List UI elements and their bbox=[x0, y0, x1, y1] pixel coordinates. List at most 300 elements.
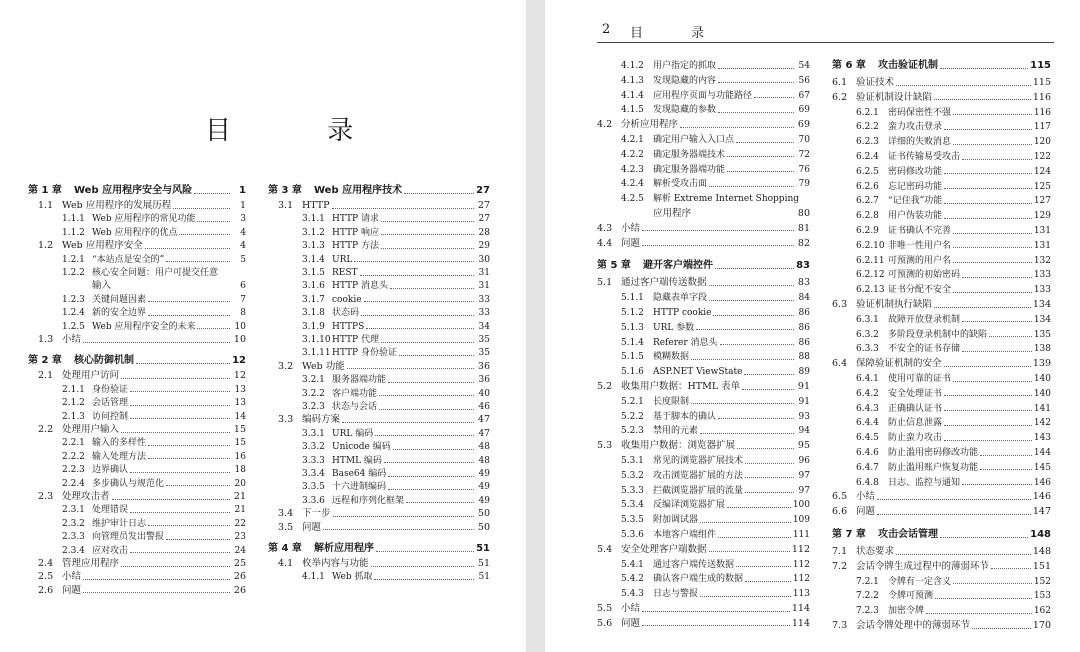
toc-number: 第 5 章 bbox=[597, 260, 631, 272]
toc-entry bbox=[268, 455, 490, 467]
toc-number: 6.4.7 bbox=[856, 462, 879, 473]
toc-page-number: 115 bbox=[1032, 77, 1051, 88]
dot-leader bbox=[718, 111, 794, 113]
toc-number: 5.1.2 bbox=[621, 308, 644, 318]
toc-entry bbox=[832, 576, 1051, 588]
toc-page-number: 84 bbox=[798, 293, 810, 304]
toc-entry bbox=[28, 464, 246, 476]
toc-entry bbox=[597, 134, 810, 146]
toc-page-number: 113 bbox=[792, 589, 810, 600]
toc-title: HTTP 消息头 bbox=[332, 281, 388, 292]
toc-title: 确定用户输入入口点 bbox=[653, 135, 735, 145]
toc-entry bbox=[597, 588, 810, 600]
toc-entry bbox=[597, 573, 810, 585]
toc-number: 4.2.1 bbox=[621, 135, 644, 145]
dot-leader bbox=[962, 320, 1032, 322]
toc-entry bbox=[832, 620, 1051, 632]
toc-page-number: 129 bbox=[1033, 211, 1051, 222]
toc-number: 5.3.5 bbox=[621, 515, 644, 526]
toc-title: 攻击验证机制 bbox=[878, 60, 938, 71]
dot-leader bbox=[944, 202, 1032, 204]
toc-entry bbox=[28, 397, 246, 409]
toc-title: 确认客户端生成的数据 bbox=[653, 574, 744, 585]
dot-leader bbox=[737, 447, 794, 449]
dot-leader bbox=[877, 513, 1031, 515]
toc-entry bbox=[597, 307, 810, 319]
toc-entry bbox=[268, 388, 490, 400]
toc-page-number: 36 bbox=[477, 360, 490, 372]
toc-entry bbox=[597, 529, 810, 541]
toc-number: 6.3 bbox=[832, 299, 848, 310]
dot-leader bbox=[366, 327, 474, 329]
toc-number: 6.4.6 bbox=[856, 448, 879, 458]
toc-page-number: 148 bbox=[1032, 546, 1051, 557]
toc-title: 通过客户端传送数据 bbox=[621, 277, 707, 289]
toc-entry bbox=[597, 208, 810, 220]
toc-entry bbox=[28, 545, 246, 557]
toc-page-number: 49 bbox=[478, 482, 490, 493]
toc-chapter-entry bbox=[832, 529, 1051, 541]
dot-leader bbox=[745, 476, 794, 478]
toc-number: 6.4.3 bbox=[856, 403, 879, 414]
toc-title: 令牌可预测 bbox=[888, 591, 934, 602]
toc-title: Base64 编码 bbox=[332, 469, 387, 479]
toc-page-number: 14 bbox=[234, 411, 246, 422]
toc-page-number: 50 bbox=[477, 508, 490, 520]
toc-title: 向管理员发出警报 bbox=[92, 532, 165, 543]
toc-page-number: 6 bbox=[239, 280, 246, 292]
dot-leader bbox=[727, 155, 794, 157]
dot-leader bbox=[332, 207, 474, 209]
toc-page-number: 18 bbox=[234, 465, 246, 476]
toc-entry bbox=[268, 495, 490, 507]
toc-title: 非唯一性用户名 bbox=[888, 240, 952, 251]
toc-title: 新的安全边界 bbox=[92, 308, 147, 319]
toc-title: Web 应用程序安全与风险 bbox=[74, 185, 193, 196]
dot-leader bbox=[696, 328, 794, 330]
toc-entry bbox=[597, 193, 810, 205]
dot-leader bbox=[953, 246, 1032, 248]
toc-number: 3.1.6 bbox=[302, 281, 325, 292]
left-page bbox=[0, 0, 526, 652]
dot-leader bbox=[393, 448, 474, 450]
toc-chapter-entry bbox=[268, 543, 490, 555]
toc-number: 3.2.2 bbox=[302, 388, 325, 399]
dot-leader bbox=[953, 143, 1032, 145]
toc-entry bbox=[28, 200, 246, 212]
toc-page-number: 91 bbox=[797, 381, 810, 392]
toc-title: 核心安全问题：用户可提交任意 bbox=[92, 268, 219, 278]
toc-title: 十六进制编码 bbox=[332, 482, 387, 493]
toc-number: 6.3.2 bbox=[856, 329, 879, 340]
dot-leader bbox=[944, 365, 1031, 367]
toc-title: 会话令牌生成过程中的薄弱环节 bbox=[856, 560, 990, 572]
toc-title: 忘记密码功能 bbox=[888, 181, 943, 192]
toc-entry bbox=[268, 401, 490, 413]
toc-entry bbox=[597, 514, 810, 526]
toc-page-number: 67 bbox=[798, 90, 810, 101]
toc-number: 3.3.4 bbox=[302, 469, 325, 479]
toc-title: 使用可靠的证书 bbox=[888, 374, 952, 384]
toc-page-number: 15 bbox=[234, 438, 246, 449]
toc-title: 处理用户访问 bbox=[62, 370, 120, 382]
toc-page-number: 47 bbox=[478, 428, 490, 439]
toc-number: 3.1.9 bbox=[302, 321, 325, 332]
toc-page-number: 50 bbox=[477, 521, 490, 533]
toc-page-number: 20 bbox=[234, 478, 246, 489]
toc-entry bbox=[268, 558, 490, 570]
dot-leader bbox=[693, 215, 794, 216]
toc-entry bbox=[832, 491, 1051, 503]
toc-number: 6.4.2 bbox=[856, 388, 879, 399]
toc-page-number: 26 bbox=[233, 584, 246, 596]
toc-entry bbox=[597, 149, 810, 161]
toc-title: 处理用户输入 bbox=[62, 424, 120, 435]
toc-entry bbox=[268, 347, 490, 359]
toc-page-number: 49 bbox=[478, 469, 490, 479]
toc-page-number: 22 bbox=[234, 518, 246, 529]
toc-page-number: 134 bbox=[1032, 299, 1051, 310]
toc-page-number: 147 bbox=[1032, 506, 1051, 518]
toc-title: 多步确认与规范化 bbox=[92, 478, 165, 489]
toc-entry bbox=[28, 504, 246, 516]
toc-number: 6.2.5 bbox=[856, 166, 879, 177]
toc-number: 4.2.4 bbox=[621, 179, 644, 190]
dot-leader bbox=[980, 468, 1032, 470]
dot-leader bbox=[347, 367, 474, 369]
toc-number: 3.1.4 bbox=[302, 254, 325, 265]
toc-title: 证书确认不完善 bbox=[888, 226, 952, 236]
toc-entry bbox=[268, 321, 490, 333]
toc-page-number: 97 bbox=[798, 470, 810, 481]
dot-leader bbox=[944, 128, 1032, 130]
toc-title: 应对攻击 bbox=[92, 545, 129, 556]
dot-leader bbox=[194, 192, 230, 194]
dot-leader bbox=[989, 335, 1032, 337]
toc-number: 3.1.3 bbox=[302, 241, 325, 252]
toc-number: 5.3 bbox=[597, 440, 613, 452]
toc-entry bbox=[28, 254, 246, 266]
dot-leader bbox=[940, 67, 1028, 69]
toc-title: “记住我”功能 bbox=[888, 196, 943, 207]
toc-page-number: 139 bbox=[1032, 358, 1051, 370]
toc-number: 2.1 bbox=[38, 370, 54, 382]
toc-number: 2.2.4 bbox=[62, 478, 85, 489]
toc-number: 4.2.2 bbox=[621, 149, 644, 160]
toc-title: 防止滥用密码修改功能 bbox=[888, 448, 979, 458]
toc-number: 2.1.2 bbox=[62, 398, 85, 409]
toc-page-number: 112 bbox=[791, 543, 810, 555]
toc-number: 4.1.1 bbox=[302, 572, 325, 583]
toc-number: 4.4 bbox=[597, 237, 613, 249]
toc-entry bbox=[268, 361, 490, 373]
toc-page-number: 23 bbox=[234, 532, 246, 543]
toc-number: 4.1.2 bbox=[621, 61, 644, 71]
toc-title: URL 参数 bbox=[653, 322, 695, 333]
toc-title: 验证机制设计缺陷 bbox=[856, 91, 933, 103]
toc-entry bbox=[28, 267, 246, 279]
toc-title: 小结 bbox=[621, 222, 641, 234]
toc-entry bbox=[268, 280, 490, 292]
toc-page-number: 131 bbox=[1033, 226, 1051, 236]
toc-page-number: 29 bbox=[478, 241, 490, 252]
toc-title: cookie bbox=[332, 294, 362, 305]
toc-entry bbox=[832, 403, 1051, 415]
dot-leader bbox=[691, 402, 794, 404]
toc-page-number: 26 bbox=[233, 571, 246, 583]
toc-entry bbox=[28, 294, 246, 306]
toc-number: 2.3.2 bbox=[62, 518, 85, 529]
toc-page-number: 134 bbox=[1033, 314, 1051, 325]
toc-title: HTTP 方法 bbox=[332, 241, 379, 252]
toc-number: 3.2 bbox=[278, 360, 294, 372]
toc-page-number: 135 bbox=[1033, 329, 1051, 340]
dot-leader bbox=[972, 627, 1031, 629]
dot-leader bbox=[709, 284, 794, 286]
toc-number: 1.3 bbox=[38, 334, 54, 345]
toc-title: 枚举内容与功能 bbox=[302, 558, 369, 569]
toc-entry bbox=[832, 462, 1051, 474]
toc-title: 蛮力攻击登录 bbox=[888, 122, 943, 133]
toc-page-number: 152 bbox=[1033, 576, 1051, 587]
toc-title: HTTP 代理 bbox=[332, 335, 379, 345]
toc-entry bbox=[268, 428, 490, 440]
toc-title: 处理错误 bbox=[92, 505, 129, 516]
dot-leader bbox=[934, 98, 1031, 100]
toc-entry bbox=[832, 605, 1051, 617]
toc-title: 长度限制 bbox=[653, 396, 690, 407]
toc-number: 第 1 章 bbox=[28, 185, 62, 196]
toc-title: 日志、监控与通知 bbox=[888, 477, 961, 488]
toc-number: 4.2.5 bbox=[621, 194, 644, 205]
toc-number: 3.5 bbox=[278, 521, 294, 533]
dot-leader bbox=[121, 431, 230, 433]
toc-page-number: 8 bbox=[240, 308, 246, 319]
toc-entry bbox=[28, 280, 246, 292]
dot-leader bbox=[166, 260, 230, 262]
dot-leader bbox=[381, 341, 474, 343]
toc-page-number: 122 bbox=[1033, 152, 1051, 162]
toc-title: Referer 消息头 bbox=[653, 337, 718, 348]
dot-leader bbox=[179, 233, 230, 235]
toc-number: 2.3.3 bbox=[62, 532, 85, 543]
toc-number: 1.2.2 bbox=[62, 268, 85, 278]
toc-title: 访问控制 bbox=[92, 411, 129, 422]
toc-page-number: 131 bbox=[1033, 240, 1051, 251]
toc-page-number: 1 bbox=[239, 200, 246, 211]
toc-page-number: 30 bbox=[478, 254, 490, 265]
dot-leader bbox=[944, 439, 1032, 441]
toc-number: 2.1.3 bbox=[62, 411, 85, 422]
dot-leader bbox=[745, 491, 794, 493]
toc-title: 管理应用程序 bbox=[62, 558, 120, 569]
toc-page-number: 95 bbox=[797, 440, 810, 452]
toc-number: 1.2.4 bbox=[62, 308, 85, 319]
toc-page-number: 69 bbox=[798, 105, 810, 116]
toc-title: 身份验证 bbox=[92, 384, 129, 395]
dot-leader bbox=[166, 484, 230, 486]
toc-title: 发现隐藏的内容 bbox=[653, 75, 717, 86]
dot-leader bbox=[944, 394, 1032, 396]
toc-page-number: 89 bbox=[798, 367, 810, 378]
toc-page-number: 31 bbox=[478, 268, 490, 278]
toc-page-number: 133 bbox=[1033, 285, 1051, 296]
toc-page-number: 27 bbox=[476, 185, 490, 196]
dot-leader bbox=[148, 314, 230, 316]
toc-number: 5.1.3 bbox=[621, 322, 644, 333]
dot-leader bbox=[388, 381, 474, 383]
toc-number: 6.2.6 bbox=[856, 181, 879, 192]
toc-page-number: 46 bbox=[478, 402, 490, 412]
toc-page-number: 82 bbox=[797, 237, 810, 249]
toc-title: 小结 bbox=[621, 603, 641, 614]
toc-page-number: 170 bbox=[1032, 620, 1051, 631]
toc-page-number: 10 bbox=[233, 334, 246, 345]
toc-page-number: 97 bbox=[798, 485, 810, 496]
dot-leader bbox=[718, 67, 794, 69]
toc-title: 核心防御机制 bbox=[74, 355, 134, 367]
toc-entry bbox=[597, 75, 810, 87]
toc-number: 1.1.2 bbox=[62, 227, 85, 238]
toc-page-number: 146 bbox=[1033, 477, 1051, 488]
toc-page-number: 112 bbox=[792, 559, 810, 570]
toc-number: 4.2 bbox=[597, 119, 613, 131]
toc-title: URL bbox=[332, 254, 353, 265]
toc-title: 小结 bbox=[62, 571, 82, 583]
toc-page-number: 86 bbox=[798, 337, 810, 348]
toc-entry bbox=[597, 544, 810, 556]
toc-entry bbox=[832, 477, 1051, 489]
dot-leader bbox=[130, 471, 230, 473]
toc-entry bbox=[832, 299, 1051, 311]
toc-entry bbox=[268, 267, 490, 279]
toc-number: 3.3 bbox=[278, 414, 294, 426]
dot-leader bbox=[962, 158, 1032, 160]
toc-entry bbox=[597, 351, 810, 363]
toc-number: 5.3.2 bbox=[621, 470, 644, 481]
toc-page-number: 138 bbox=[1033, 344, 1051, 355]
toc-entry bbox=[832, 314, 1051, 326]
dot-leader bbox=[940, 536, 1028, 538]
toc-number: 5.3.1 bbox=[621, 456, 644, 466]
toc-title: 附加调试器 bbox=[653, 515, 699, 526]
toc-number: 5.5 bbox=[597, 603, 613, 614]
toc-title: 密码保密性不强 bbox=[888, 107, 952, 118]
toc-page-number: 153 bbox=[1033, 591, 1051, 602]
toc-entry bbox=[832, 343, 1051, 355]
toc-entry bbox=[28, 411, 246, 423]
dot-leader bbox=[944, 409, 1032, 411]
dot-leader bbox=[145, 247, 230, 249]
toc-entry bbox=[832, 107, 1051, 119]
dot-leader bbox=[376, 550, 474, 552]
toc-title: 常见的浏览器扩展技术 bbox=[653, 456, 744, 466]
toc-entry bbox=[597, 337, 810, 349]
toc-entry bbox=[832, 255, 1051, 267]
toc-title: 确定服务器端功能 bbox=[653, 164, 726, 175]
dot-leader bbox=[709, 185, 794, 187]
toc-title: 问题 bbox=[621, 617, 641, 629]
toc-number: 2.1.1 bbox=[62, 384, 85, 395]
toc-entry bbox=[832, 284, 1051, 296]
toc-number: 第 4 章 bbox=[268, 543, 302, 554]
toc-number: 4.1 bbox=[278, 558, 294, 569]
toc-number: 4.1.4 bbox=[621, 90, 644, 101]
toc-number: 5.1.5 bbox=[621, 352, 644, 363]
toc-title: 验证技术 bbox=[856, 77, 895, 88]
toc-number: 6.3.3 bbox=[856, 344, 879, 355]
toc-entry bbox=[268, 374, 490, 386]
toc-title: HTTP 请求 bbox=[332, 214, 379, 225]
toc-entry bbox=[28, 558, 246, 570]
toc-page-number: 34 bbox=[478, 321, 490, 332]
dot-leader bbox=[877, 498, 1031, 500]
toc-number: 6.5 bbox=[832, 491, 848, 503]
dot-leader bbox=[136, 362, 230, 364]
toc-page-number: 5 bbox=[240, 254, 246, 265]
toc-title: 通过客户端传送数据 bbox=[653, 559, 735, 570]
dot-leader bbox=[379, 408, 474, 410]
dot-leader bbox=[130, 404, 230, 406]
dot-leader bbox=[718, 417, 794, 419]
toc-page-number: 69 bbox=[797, 119, 810, 131]
toc-title: 隐藏表单字段 bbox=[653, 293, 708, 304]
toc-title: 安全处理证书 bbox=[888, 388, 943, 399]
toc-page-number: 80 bbox=[797, 208, 810, 219]
toc-number: 6.4.4 bbox=[856, 418, 879, 429]
dot-leader bbox=[197, 220, 230, 222]
dot-leader bbox=[642, 610, 790, 612]
toc-number: 6.6 bbox=[832, 506, 848, 518]
toc-page-number: 140 bbox=[1033, 388, 1051, 399]
toc-number: 6.3.1 bbox=[856, 314, 879, 325]
toc-title: 密码修改功能 bbox=[888, 166, 943, 177]
dot-leader bbox=[384, 461, 474, 463]
toc-page-number: 12 bbox=[233, 370, 246, 382]
toc-entry bbox=[28, 518, 246, 530]
toc-page-number: 81 bbox=[797, 222, 810, 234]
toc-number: 1.2.1 bbox=[62, 254, 85, 265]
toc-number: 5.4.2 bbox=[621, 574, 644, 585]
toc-page-number: 116 bbox=[1033, 107, 1051, 118]
toc-number: 3.3.3 bbox=[302, 455, 325, 466]
toc-number: 5.1 bbox=[597, 277, 613, 289]
toc-page-number: 4 bbox=[239, 240, 246, 252]
toc-entry bbox=[597, 425, 810, 437]
toc-page-number: 86 bbox=[798, 308, 810, 318]
toc-entry bbox=[28, 240, 246, 252]
toc-title: 问题 bbox=[302, 521, 322, 533]
toc-number: 6.2.3 bbox=[856, 137, 879, 148]
toc-number: 第 7 章 bbox=[832, 529, 866, 540]
toc-number: 2.2.1 bbox=[62, 438, 85, 449]
toc-page-number: 13 bbox=[234, 398, 246, 409]
toc-title: 基于脚本的确认 bbox=[653, 411, 717, 422]
toc-title: 输入处理方法 bbox=[92, 451, 147, 462]
toc-number: 1.2.5 bbox=[62, 321, 85, 332]
toc-chapter-entry bbox=[597, 260, 810, 272]
toc-page-number: 28 bbox=[478, 227, 490, 238]
toc-entry bbox=[832, 432, 1051, 444]
toc-entry bbox=[832, 92, 1051, 104]
toc-number: 1.2.3 bbox=[62, 294, 85, 305]
toc-number: 3.2.1 bbox=[302, 375, 325, 386]
dot-leader bbox=[944, 217, 1032, 219]
dot-leader bbox=[953, 291, 1032, 293]
toc-title: 下一步 bbox=[302, 508, 331, 520]
toc-title: 会话管理 bbox=[92, 398, 129, 409]
toc-title: HTTP cookie bbox=[653, 308, 712, 318]
